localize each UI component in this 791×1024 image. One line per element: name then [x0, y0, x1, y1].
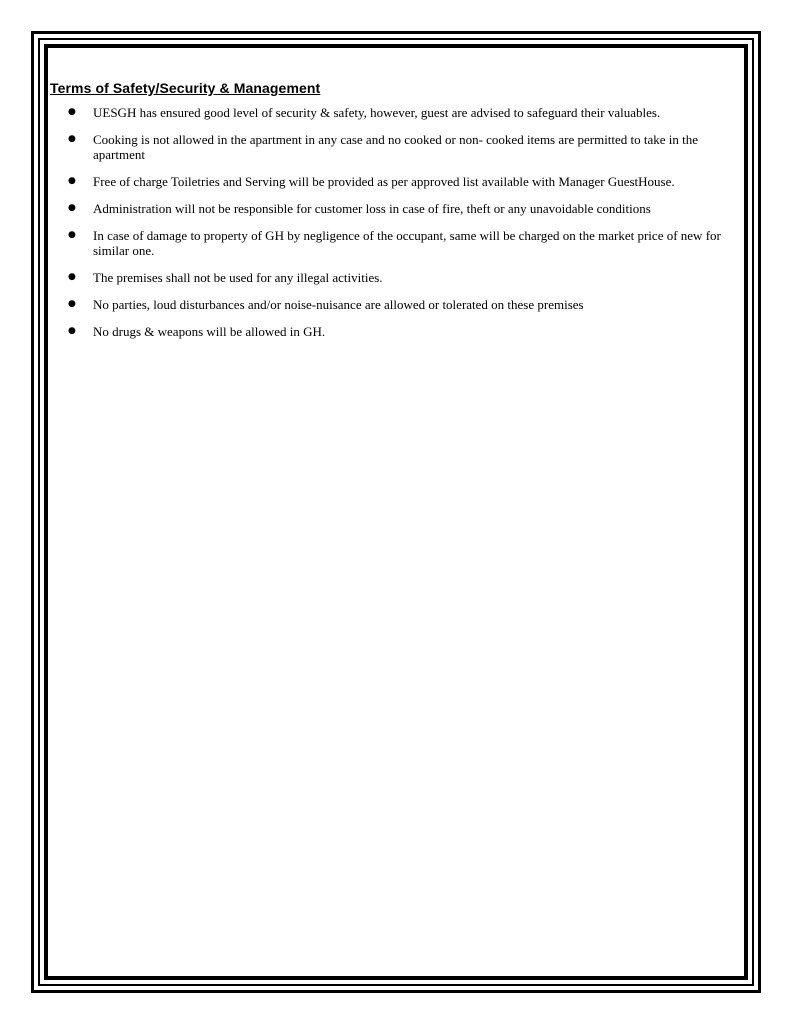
term-text: The premises shall not be used for any illegal activities. — [93, 270, 383, 285]
list-item — [50, 297, 742, 312]
term-text: UESGH has ensured good level of security & safety, however, guest are advised to safeguard their valuables. — [93, 105, 661, 120]
terms-list — [50, 105, 742, 339]
list-item — [50, 270, 742, 285]
list-item — [50, 132, 742, 162]
bullet-icon: ● — [68, 176, 76, 186]
bullet-icon: ● — [68, 134, 76, 144]
list-item — [50, 174, 742, 189]
bullet-icon: ● — [68, 299, 76, 309]
bullet-icon: ● — [68, 326, 76, 336]
bullet-icon: ● — [68, 230, 76, 240]
bullet-icon: ● — [68, 203, 76, 213]
term-text: Cooking is not allowed in the apartment in any case and no cooked or non- cooked items are permitted to take in the apartment — [93, 132, 699, 162]
section-heading: Terms of Safety/Security & Management — [50, 80, 321, 96]
list-item — [50, 228, 742, 258]
bullet-icon: ● — [68, 272, 76, 282]
term-text: No parties, loud disturbances and/or noise-nuisance are allowed or tolerated on these premises — [93, 297, 584, 312]
term-text: No drugs & weapons will be allowed in GH. — [93, 324, 326, 339]
term-text: Administration will not be responsible for customer loss in case of fire, theft or any unavoidable conditions — [93, 201, 651, 216]
list-item — [50, 201, 742, 216]
term-text: In case of damage to property of GH by negligence of the occupant, same will be charged on the market price of new for similar one. — [93, 228, 721, 258]
list-item — [50, 105, 742, 120]
term-text: Free of charge Toiletries and Serving will be provided as per approved list available with Manager GuestHouse. — [93, 174, 675, 189]
document-body — [50, 80, 742, 351]
bullet-icon: ● — [68, 107, 76, 117]
list-item — [50, 324, 742, 339]
